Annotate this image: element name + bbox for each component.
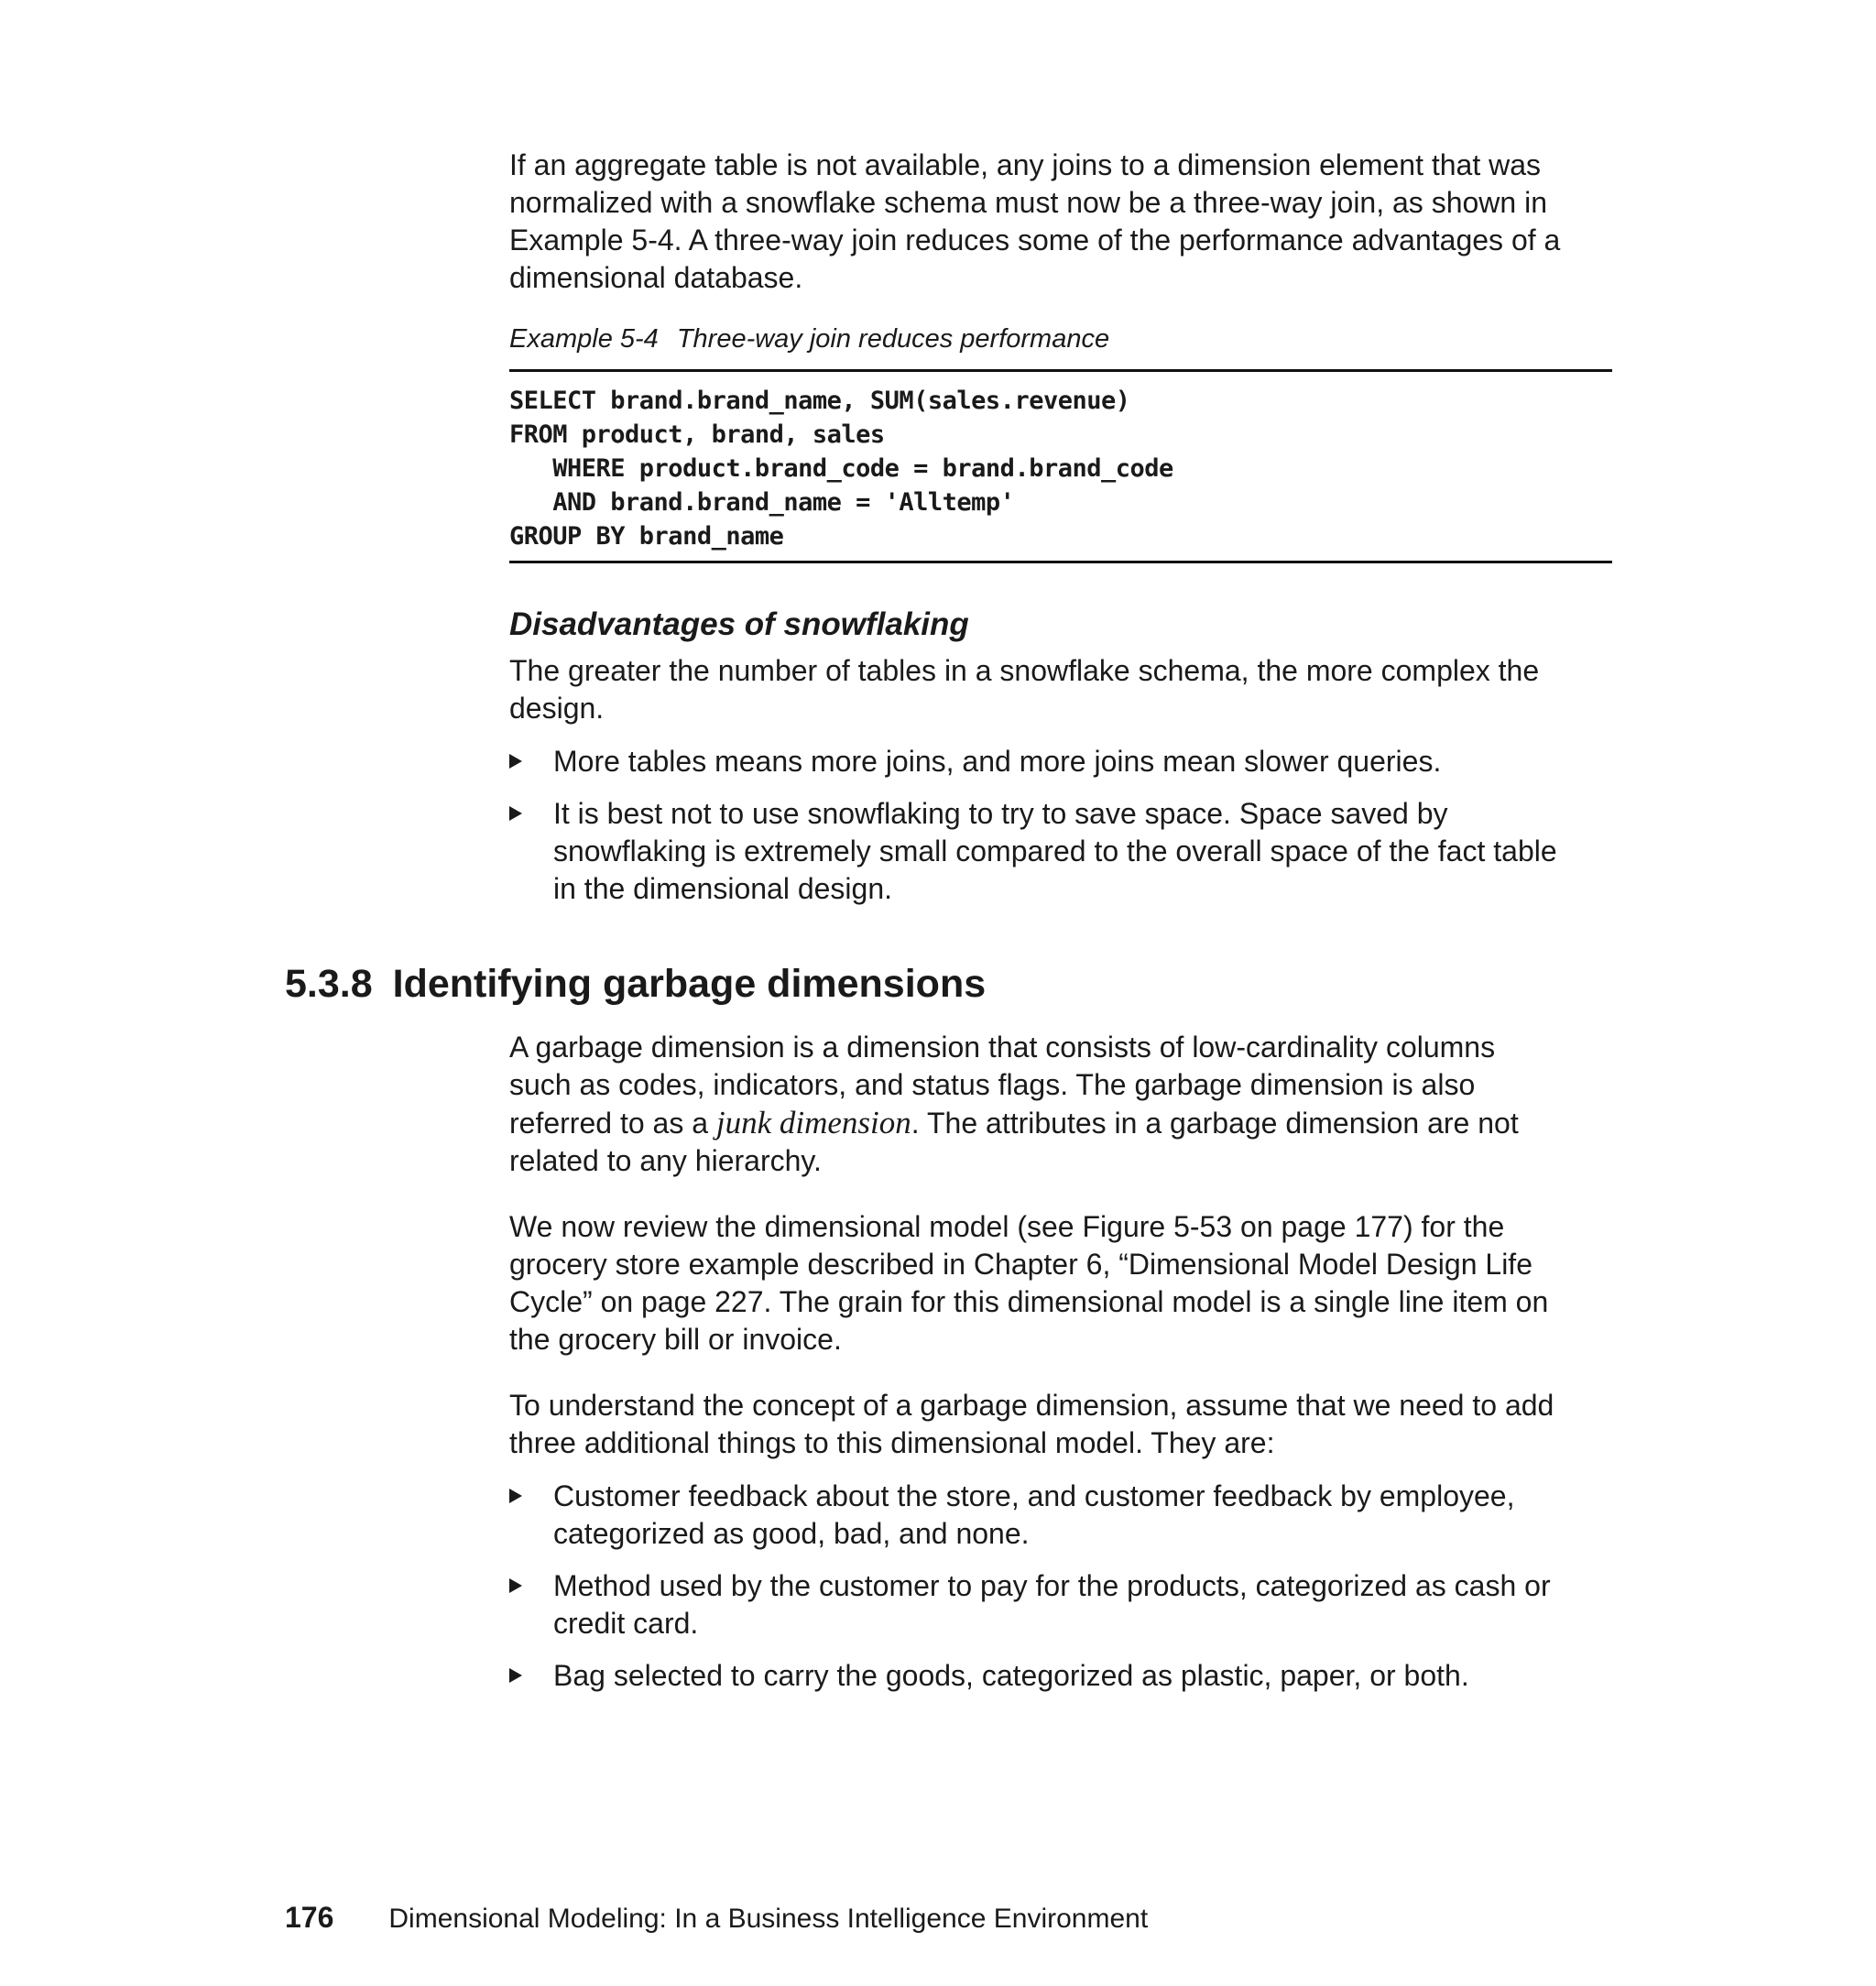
disadvantages-intro-line-1: The greater the number of tables in a snowflake schema, the more complex the — [509, 654, 1540, 687]
para1-line-2: such as codes, indicators, and status flags. The garbage dimension is also — [509, 1068, 1476, 1101]
section-paragraph-2 — [509, 1208, 1612, 1359]
para2-line-1: We now review the dimensional model (see Figure 5-53 on page 177) for the — [509, 1210, 1505, 1243]
junk-dimension-term: junk dimension — [715, 1105, 911, 1140]
page-footer — [285, 1901, 1148, 1935]
para2-line-4: the grocery bill or invoice. — [509, 1323, 842, 1356]
disadvantages-intro — [509, 652, 1612, 727]
intro-line-1: If an aggregate table is not available, any joins to a dimension element that was — [509, 148, 1542, 181]
intro-line-4: dimensional database. — [509, 261, 803, 294]
bullet-arrow-icon — [509, 806, 522, 821]
page-number: 176 — [285, 1901, 334, 1934]
bullet-line: in the dimensional design. — [553, 872, 893, 905]
code-line-5: GROUP BY brand_name — [509, 522, 784, 551]
bullet-line: snowflaking is extremely small compared to the overall space of the fact table — [553, 835, 1557, 868]
intro-line-3: Example 5-4. A three-way join reduces some of the performance advantages of a — [509, 224, 1561, 256]
para1-line-3 — [509, 1104, 1612, 1142]
disadvantages-heading: Disadvantages of snowflaking — [509, 606, 969, 642]
code-line-3: WHERE product.brand_code = brand.brand_code — [509, 454, 1173, 483]
bullet-text — [553, 743, 1612, 780]
bullet-line: It is best not to use snowflaking to try to save space. Space saved by — [553, 797, 1448, 830]
bullet-line: credit card. — [553, 1607, 699, 1640]
intro-paragraph — [509, 147, 1612, 297]
para1-line-3-rest: . The attributes in a garbage dimension are not — [911, 1107, 1519, 1140]
bullet-line: Method used by the customer to pay for the products, categorized as cash or — [553, 1569, 1551, 1602]
bullet-arrow-icon — [509, 1489, 522, 1503]
bullet-text — [553, 795, 1612, 908]
section-paragraph-1 — [509, 1029, 1612, 1180]
code-line-1: SELECT brand.brand_name, SUM(sales.revenue) — [509, 387, 1130, 415]
para3-line-1: To understand the concept of a garbage dimension, assume that we need to add — [509, 1389, 1554, 1422]
bullet-text — [553, 1657, 1612, 1695]
bullet-text — [553, 1567, 1612, 1642]
bullet-arrow-icon — [509, 1668, 522, 1683]
example-caption — [509, 324, 1109, 355]
code-block — [509, 369, 1612, 563]
code-line-4: AND brand.brand_name = 'Alltemp' — [509, 488, 1015, 517]
section-title: Identifying garbage dimensions — [392, 962, 987, 1006]
para1-line-4: related to any hierarchy. — [509, 1144, 822, 1177]
bullet-line: More tables means more joins, and more joins mean slower queries. — [553, 745, 1442, 778]
example-number: Example 5-4 — [509, 324, 659, 354]
bullet-arrow-icon — [509, 754, 522, 769]
para2-line-2: grocery store example described in Chapter 6, “Dimensional Model Design Life — [509, 1248, 1532, 1281]
para2-line-3: Cycle” on page 227. The grain for this dimensional model is a single line item on — [509, 1285, 1549, 1318]
para1-line-1: A garbage dimension is a dimension that consists of low-cardinality columns — [509, 1031, 1496, 1064]
intro-line-2: normalized with a snowflake schema must now be a three-way join, as shown in — [509, 186, 1547, 219]
section-heading — [285, 962, 986, 1007]
section-paragraph-3 — [509, 1387, 1612, 1462]
disadvantages-intro-line-2: design. — [509, 692, 605, 725]
bullet-text — [553, 1478, 1612, 1553]
para3-line-2: three additional things to this dimensional model. They are: — [509, 1426, 1275, 1459]
section-number: 5.3.8 — [285, 962, 373, 1006]
bullet-line: Bag selected to carry the goods, categorized as plastic, paper, or both. — [553, 1659, 1469, 1692]
bullet-line: Customer feedback about the store, and customer feedback by employee, — [553, 1479, 1515, 1512]
bullet-arrow-icon — [509, 1578, 522, 1593]
book-title: Dimensional Modeling: In a Business Intelligence Environment — [388, 1904, 1149, 1934]
para1-line-3-text: referred to as a — [509, 1107, 716, 1140]
code-line-2: FROM product, brand, sales — [509, 420, 885, 449]
bullet-line: categorized as good, bad, and none. — [553, 1517, 1030, 1550]
example-title: Three-way join reduces performance — [676, 324, 1110, 354]
